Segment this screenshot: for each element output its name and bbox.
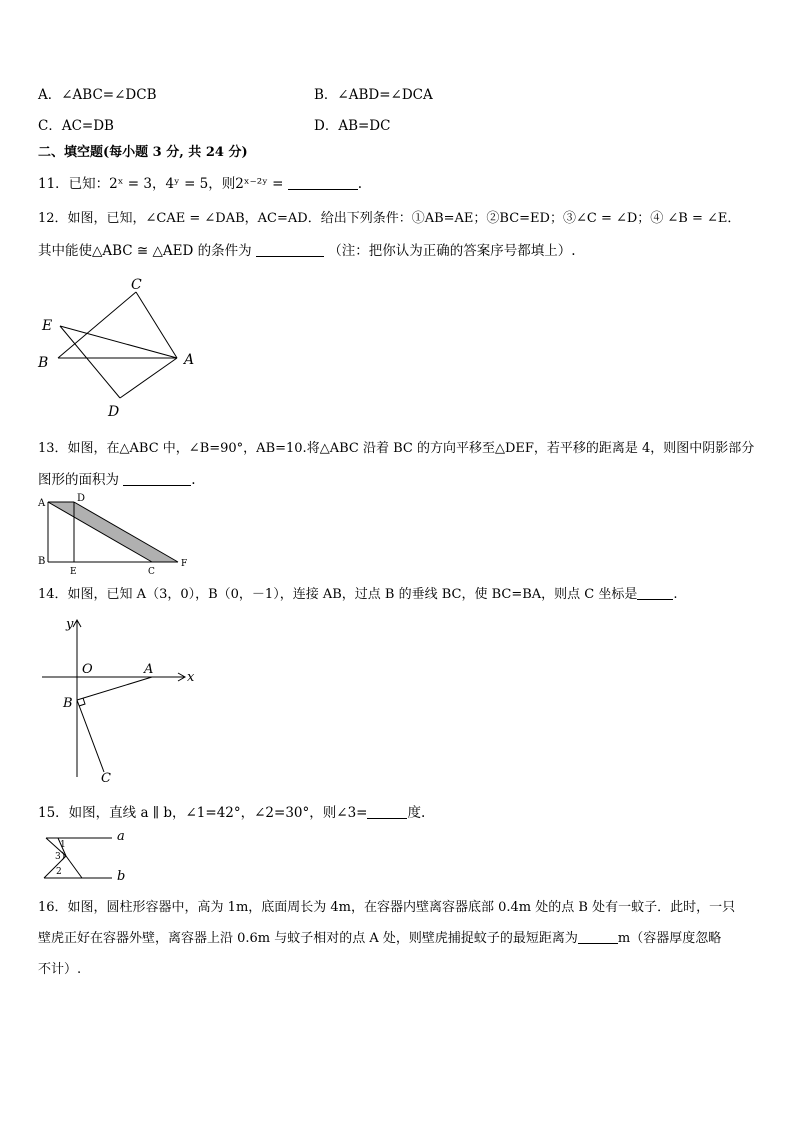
q15-label-2: 2 <box>56 867 62 877</box>
q15-end: 度. <box>407 805 426 821</box>
q16-line3: 不计）. <box>38 962 82 977</box>
q16-line1: 16．如图，圆柱形容器中，高为 1m，底面周长为 4m，在容器内壁离容器底部 0.4m 处的点 B 处有一蚊子．此时，一只 <box>38 900 736 915</box>
q12-figure <box>0 270 230 430</box>
q15-label-a: a <box>117 829 125 844</box>
q12-label-c: C <box>131 277 142 293</box>
option-a: A．∠ABC=∠DCB <box>38 87 157 103</box>
q14-label-b: B <box>63 696 73 711</box>
q12-line2a: 其中能使△ABC ≅ △AED 的条件为 <box>38 243 252 259</box>
q14-label-y: y <box>66 617 74 632</box>
q12-line2b: （注：把你认为正确的答案序号都填上）. <box>328 243 576 259</box>
question-15 <box>38 801 425 821</box>
q13-label-f: F <box>181 559 188 569</box>
q15-label-1: 1 <box>60 840 66 850</box>
q12-label-e: E <box>42 318 53 334</box>
q12-label-b: B <box>38 355 49 371</box>
q13-blank[interactable] <box>123 472 191 487</box>
q13-line2 <box>38 468 196 488</box>
question-14 <box>38 583 678 602</box>
q14-label-c: C <box>101 771 111 786</box>
q11-blank[interactable] <box>288 176 358 191</box>
q12-line2 <box>38 239 576 259</box>
q13-label-e: E <box>70 567 77 577</box>
q15-label-3: 3 <box>55 852 61 862</box>
q14-blank[interactable] <box>637 586 673 600</box>
q16-line2 <box>38 927 721 946</box>
q14-label-a: A <box>144 662 154 677</box>
q15-text: 15．如图，直线 a ∥ b，∠1=42°，∠2=30°，则∠3= <box>38 805 368 821</box>
q12-label-d: D <box>108 404 120 420</box>
q12-line1: 12．如图，已知，∠CAE = ∠DAB，AC=AD．给出下列条件：①AB=AE；②BC=ED；③∠C = ∠D；④ ∠B = ∠E． <box>38 211 741 226</box>
q13-label-d: D <box>77 493 86 504</box>
q14-label-x: x <box>187 670 195 685</box>
option-b: B．∠ABD=∠DCA <box>314 87 433 103</box>
q15-figure <box>0 826 160 888</box>
q16-line2a: 壁虎正好在容器外壁，离容器上沿 0.6m 与蚊子相对的点 A 处，则壁虎捕捉蚊子的最短距离为 <box>38 931 578 946</box>
q13-label-a: A <box>38 498 46 509</box>
q11-text: 11．已知：2ˣ = 3，4ʸ = 5，则2ˣ⁻²ʸ = <box>38 176 284 192</box>
q12-label-a: A <box>184 352 195 368</box>
q16-blank[interactable] <box>578 930 618 944</box>
q14-end: . <box>673 587 678 602</box>
q13-line2-text: 图形的面积为 <box>38 472 119 488</box>
section-heading: 二、填空题(每小题 3 分, 共 24 分) <box>38 145 248 160</box>
q13-label-c: C <box>148 567 155 577</box>
q13-label-b: B <box>38 556 46 567</box>
q11-end: . <box>357 176 363 192</box>
q13-end: . <box>191 472 196 488</box>
q14-label-o: O <box>82 662 93 677</box>
q14-text: 14．如图，已知 A（3，0），B（0，－1），连接 AB，过点 B 的垂线 BC，使 BC=BA，则点 C 坐标是 <box>38 587 638 602</box>
q16-line2b: m（容器厚度忽略 <box>617 931 722 946</box>
q13-figure <box>0 490 200 575</box>
q15-blank[interactable] <box>367 805 407 820</box>
option-c: C．AC=DB <box>38 118 114 134</box>
question-11 <box>38 172 362 192</box>
q12-blank[interactable] <box>256 243 324 258</box>
q15-label-b: b <box>117 869 126 884</box>
q13-line1: 13．如图，在△ABC 中，∠B=90°，AB=10.将△ABC 沿着 BC 的方向平移至△DEF，若平移的距离是 4，则图中阴影部分 <box>38 441 755 456</box>
option-d: D．AB=DC <box>314 118 391 134</box>
q14-figure <box>0 612 220 792</box>
